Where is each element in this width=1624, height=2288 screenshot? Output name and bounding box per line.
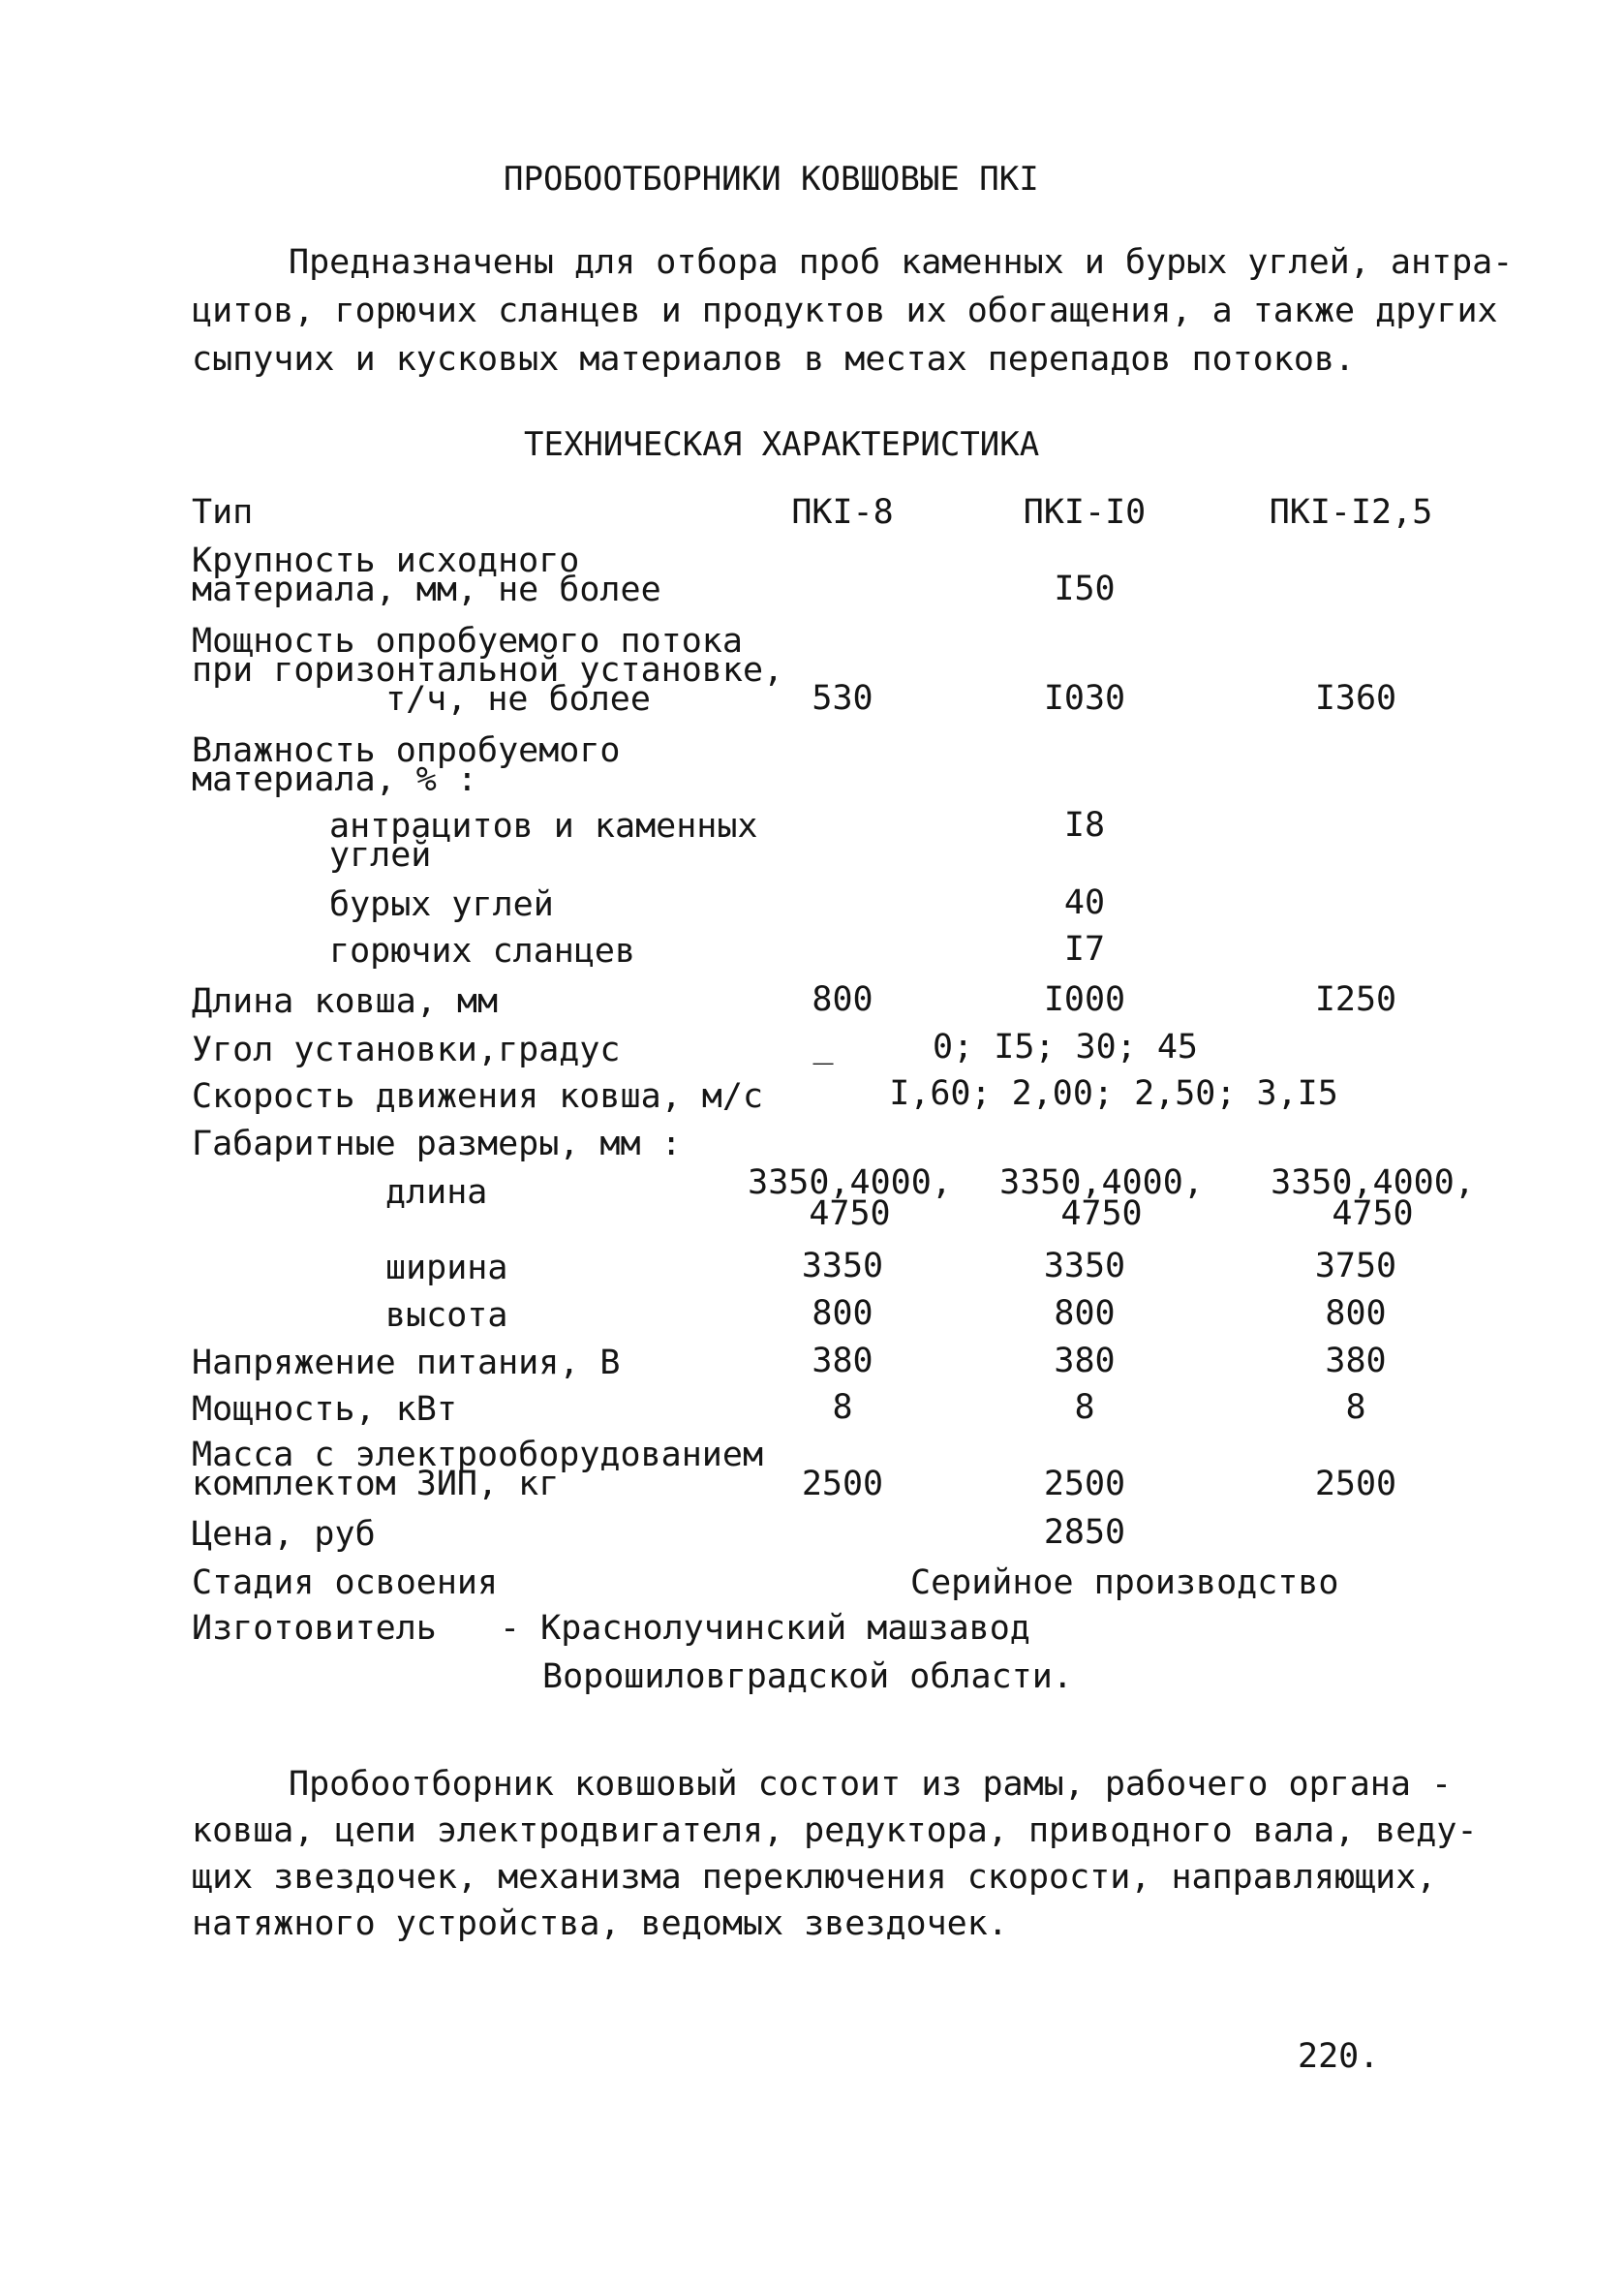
dimension-label-width: ширина bbox=[385, 1249, 508, 1287]
mass-value-2: 2500 bbox=[1043, 1465, 1126, 1503]
document-title: ПРОБООТБОРНИКИ КОВШОВЫЕ ПКI bbox=[504, 160, 1039, 199]
power-value-3: 8 bbox=[1345, 1388, 1366, 1427]
model-header-1: ПКI-8 bbox=[791, 493, 894, 532]
dimension-label-height: высота bbox=[385, 1296, 508, 1335]
flow-capacity-value-1: 530 bbox=[812, 679, 873, 718]
voltage-value-2: 380 bbox=[1054, 1342, 1116, 1380]
bucket-length-value-1: 800 bbox=[812, 980, 873, 1019]
manufacturer-value-line-2: Ворошиловградской области. bbox=[542, 1657, 1073, 1696]
bucket-length-value-3: I250 bbox=[1314, 980, 1397, 1019]
spec-label-dimensions: Габаритные размеры, мм : bbox=[192, 1125, 682, 1163]
stage-value: Серийное производство bbox=[910, 1563, 1339, 1602]
description-line-1: Пробоотборник ковшовый состоит из рамы, рабочего органа - bbox=[289, 1765, 1453, 1804]
specs-heading: ТЕХНИЧЕСКАЯ ХАРАКТЕРИСТИКА bbox=[524, 425, 1040, 464]
spec-label-bucket-length: Длина ковша, мм bbox=[192, 982, 499, 1021]
dimension-height-value-3: 800 bbox=[1325, 1294, 1387, 1333]
dimension-height-value-2: 800 bbox=[1054, 1294, 1116, 1333]
manufacturer-value-line-1: - Краснолучинский машзавод bbox=[500, 1609, 1030, 1648]
dimension-length-value-1: 3350,4000, 4750 bbox=[748, 1163, 952, 1233]
dimension-label-length: длина bbox=[385, 1173, 488, 1212]
spec-label-price: Цена, руб bbox=[192, 1515, 376, 1554]
spec-value-particle-size: I50 bbox=[1054, 570, 1116, 608]
bucket-speed-value: I,60; 2,00; 2,50; 3,I5 bbox=[889, 1074, 1338, 1113]
mass-value-3: 2500 bbox=[1314, 1465, 1397, 1503]
voltage-value-3: 380 bbox=[1325, 1342, 1387, 1380]
spec-label-flow-capacity: Мощность опробуемого потока при горизонтальной установке, т/ч, не более bbox=[192, 622, 784, 719]
intro-paragraph bbox=[192, 238, 1513, 384]
intro-line-2: цитов, горючих сланцев и продуктов их обогащения, а также других bbox=[192, 292, 1498, 330]
spec-label-stage: Стадия освоения bbox=[192, 1563, 499, 1602]
description-paragraph bbox=[192, 1761, 1478, 1947]
mass-value-1: 2500 bbox=[801, 1465, 884, 1503]
intro-line-3: сыпучих и кусковых материалов в местах перепадов потоков. bbox=[192, 340, 1356, 379]
humidity-value-brown-coal: 40 bbox=[1063, 883, 1106, 922]
model-header-2: ПКI-I0 bbox=[1023, 493, 1147, 532]
model-header-3: ПКI-I2,5 bbox=[1269, 493, 1433, 532]
dimension-width-value-2: 3350 bbox=[1043, 1247, 1126, 1285]
bucket-length-value-2: I000 bbox=[1043, 980, 1126, 1019]
flow-capacity-value-2: I030 bbox=[1043, 679, 1126, 718]
humidity-label-anthracite: антрацитов и каменных углей bbox=[329, 807, 758, 875]
humidity-label-oil-shale: горючих сланцев bbox=[329, 932, 636, 971]
spec-label-mass: Масса с электрооборудованием комплектом ЗИП, кг bbox=[192, 1436, 764, 1503]
spec-label-power: Мощность, кВт bbox=[192, 1390, 457, 1429]
dimension-length-value-3: 3350,4000, 4750 bbox=[1271, 1163, 1475, 1233]
spec-label-voltage: Напряжение питания, В bbox=[192, 1344, 621, 1382]
spec-label-installation-angle: Угол установки,градус bbox=[192, 1031, 621, 1069]
dimension-length-value-2: 3350,4000, 4750 bbox=[999, 1163, 1204, 1233]
description-line-3: щих звездочек, механизма переключения скорости, направляющих, bbox=[192, 1858, 1437, 1897]
humidity-value-oil-shale: I7 bbox=[1063, 930, 1106, 969]
power-value-2: 8 bbox=[1074, 1388, 1095, 1427]
description-line-4: натяжного устройства, ведомых звездочек. bbox=[192, 1904, 1008, 1943]
dimension-width-value-1: 3350 bbox=[801, 1247, 884, 1285]
spec-label-type: Тип bbox=[192, 493, 254, 532]
spec-label-bucket-speed: Скорость движения ковша, м/с bbox=[192, 1077, 764, 1116]
power-value-1: 8 bbox=[832, 1388, 853, 1427]
price-value: 2850 bbox=[1043, 1513, 1126, 1552]
humidity-value-anthracite: I8 bbox=[1063, 806, 1106, 845]
voltage-value-1: 380 bbox=[812, 1342, 873, 1380]
spec-label-humidity: Влажность опробуемого материала, % : bbox=[192, 731, 621, 799]
dimension-width-value-3: 3750 bbox=[1314, 1247, 1397, 1285]
spec-label-manufacturer: Изготовитель bbox=[192, 1609, 437, 1648]
page-number: 220. bbox=[1298, 2037, 1380, 2076]
intro-line-1: Предназначены для отбора проб каменных и бурых углей, антра- bbox=[289, 243, 1514, 282]
flow-capacity-value-3: I360 bbox=[1314, 679, 1397, 718]
dimension-height-value-1: 800 bbox=[812, 1294, 873, 1333]
spec-label-particle-size: Крупность исходного материала, мм, не более bbox=[192, 541, 661, 609]
description-line-2: ковша, цепи электродвигателя, редуктора, приводного вала, веду- bbox=[192, 1811, 1478, 1850]
humidity-label-brown-coal: бурых углей bbox=[329, 885, 554, 924]
installation-angle-value: 0; I5; 30; 45 bbox=[933, 1028, 1198, 1067]
installation-angle-dash: _ bbox=[812, 1027, 834, 1066]
